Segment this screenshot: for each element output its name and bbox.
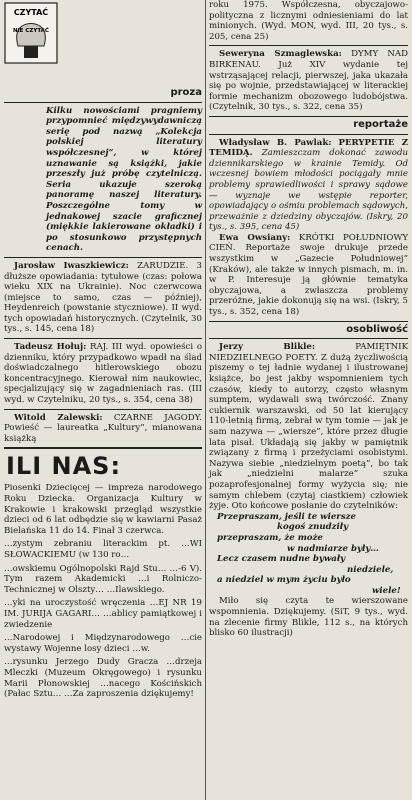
divider [4,102,202,103]
author-name: Jerzy Blikle: [219,342,316,353]
logo-line1: CZYTAĆ [13,8,49,17]
note-item: …zystym zebraniu literackim pt. …WI SŁOWACKIEMU (w 130 ro… [4,539,202,560]
poem-line: niedziele, [347,564,394,575]
poem-line: przepraszam, że może [217,532,323,543]
review-title: PERYPETIE Z TEMIDĄ. [209,137,408,159]
poem-line: w nadmiarze były… [287,543,379,554]
left-column [4,0,202,700]
note-item: …rysunku Jerzego Dudy Gracza …drzeja Mleczki (Muzeum Okręgowego) i rysunku Marii Płonowskiej …nacego Kościńskich (Pałac Sztu… …Za zaproszenia dziękujemy! [4,657,202,700]
closing-paragraph: Miło się czyta te wierszowane wspomnienia. Dziękujemy. (SiT, 9 tys., wyd. na zlecenie firmy Blikle, 112 s., na których blisko 60 ilustracji) [209,596,408,639]
note-item: Piosenki Dziecięcej — impreza narodowego Roku Dziecka. Organizacja Kultury w Krakowie i krakowski przegląd wszystkie dzieci od 6 lat odbędzie się w kawiarni Pasaż Bielańska 11 do 14. Finał 3 czerwca. [4,483,202,536]
section-big-header: ILI NAS: [6,452,122,481]
czytac-nie-czytac-logo [4,2,58,64]
divider [209,338,408,339]
review-entry [209,233,408,318]
column-rule [205,0,206,800]
divider [4,409,202,410]
section-heading-proza: proza [170,87,202,98]
divider [209,134,408,135]
author-name: Tadeusz Hołuj: [14,342,87,353]
review-text: DYMY NAD BIRKENAU. Już XIV wydanie tej wstrząsającej relacji, pierwszej, jaka ukazała się po wojnie, przedstawiającej w literackiej formie mechanizm obozowego ludobójstwa. (Czytelnik, 30 tys., s. 322, cena 35) [209,49,409,113]
review-text: CZARNE JAGODY. Powieść — laureatka „Kultury”, mianowana książką [4,412,202,444]
review-text: KRÓTKI POŁUDNIOWY CIEŃ. Reportaże swoje drukuje przede wszystkim w „Gazecie Południowej” (Kraków), ale także w innych pismach, m. in. w P. Interesuje ją głównie tematyka obyczajowa, a zwłaszcza problemy przeróżne, jakie dokonują się na wsi. (Iskry, 5 tys., s. 352, cena 18) [209,232,408,318]
section-heading-reportaze: reportaże [353,118,408,130]
divider [209,116,408,117]
author-name: Witold Zalewski: [14,412,103,423]
divider [4,257,202,258]
divider [209,45,408,46]
author-name: Ewa Owsiany: [219,232,291,243]
review-text: RAJ. III wyd. opowieści o dzienniku, który przypadkowo wpadł na ślad doświadczalnego hitlerowskiego obozu koncentracyjnego. Kierował nim naukowiec, specjalizujący się w zagadnieniach ras. (III wyd. w Czytelniku, 20 tys., s. 354, cena 38) [4,342,202,406]
review-continuation: roku 1975. Współczesna, obyczajowo-polityczna z licznymi odniesieniami do lat minionych. (Wyd. MON, wyd. III, 20 tys., s. 205, cena 25) [209,0,408,42]
section-heading-osobliwosc: osobliwość [346,323,408,335]
review-entry [209,49,408,113]
poem [209,512,408,597]
review-text: ZARUDZIE. 3 dłuższe opowiadania: tytułowe (czas: połowa wieku XIX na Ukrainie). Noc czerwcowa (miejsce to samo, czas — później), Heydenreich (powstanie styczniowe). II wyd. tych opowiadań historycznych. (Czytelnik, 30 tys., s. 145, cena 18) [4,260,202,335]
review-entry [209,138,408,233]
note-item: …yki na uroczystość wręczenia …EJ NR 19 IM. JURIJA GAGARI… …ablicy pamiątkowej i zwiedzenie [4,598,202,630]
poem-line: Przepraszam, jeśli te wiersze [217,511,357,522]
right-column [209,0,408,639]
divider [4,447,202,449]
author-name: Władysław B. Pawlak: [219,137,332,148]
author-name: Seweryna Szmaglewska: [219,49,342,60]
poem-line: kogoś znudziły [277,522,349,533]
author-name: Jarosław Iwaszkiewicz: [14,260,129,271]
note-item: …owskiemu Ogólnopolski Rajd Stu… …-6 V). Tym razem Akademicki …i Rolniczo-Technicznej w Olszty… …Ilawskiego. [4,563,202,595]
poem-line: wiele! [372,585,401,596]
note-item: …Narodowej i Międzynarodowego …cie wystawy Wojenne losy dzieci …w. [4,633,202,654]
poem-line: Lecz czasem nudne bywały [217,554,346,565]
logo-line2: NIE CZYTAĆ [13,28,49,34]
divider [209,321,408,322]
poem-line: a niedziel w mym życiu było [217,575,351,586]
intro-paragraph: Kilku nowościami pragniemy przypomnieć międzywydawniczą serię pod nazwą „Kolekcja polskiej literatury współczesnej”, w której uznawanie są książki, jakie przeszły już próbę czytelniczą. Seria ukazuje szeroką panoramę naszej literatury. Poszczególne tomy w jednakowej szacie graficznej (miękkie lakierowane okładki) i po stosunkowo przystępnych cenach. [46,105,202,254]
review-text: Zamieszczam dokonać zawodu dziennikarskiego w krainie Temidy. Od wczesnej bowiem młodości pociągały mnie problemy sprawiedliwości i sprawy sądowe — wyznaje we wstępie reporter, opowiadający o ośmiu problemach sądowych, przeważnie z dziedziny obyczajów. (Iskry, 20 tys., s. 395, cena 45) [209,148,408,233]
divider [4,338,202,339]
review-entry [4,413,202,445]
review-entry [209,342,408,512]
review-entry [4,261,202,335]
review-entry [4,342,202,406]
review-text: PAMIĘTNIK NIEDZIELNEGO POETY. Z dużą życzliwością piszemy o tej ładnie wydanej i ilustrowanej książce, bo jest jakby wspomnieniem tych czasów, kiedy to autorzy, często własnym sumptem, wydawali swą twórczość. Znany cukiernik warszawski, od 50 lat kierujący 110-letnią firmą, zebrał w tym tomie — jak je sam nazywa — „wiersze”, które przez długie lata pisał. Układają się jakby w pamiętnik związany z firmą i przeżyciami osobistymi. Nazywa siebie „niedzielnym poetą”, bo tak jak „niedzielni malarze” szuka pozaprofesjonalnej formy wyżycia się; nie samym chlebem (czytaj ciastkiem) człowiek żyje. Oto końcowe posłanie do czytelników: [209,342,408,512]
